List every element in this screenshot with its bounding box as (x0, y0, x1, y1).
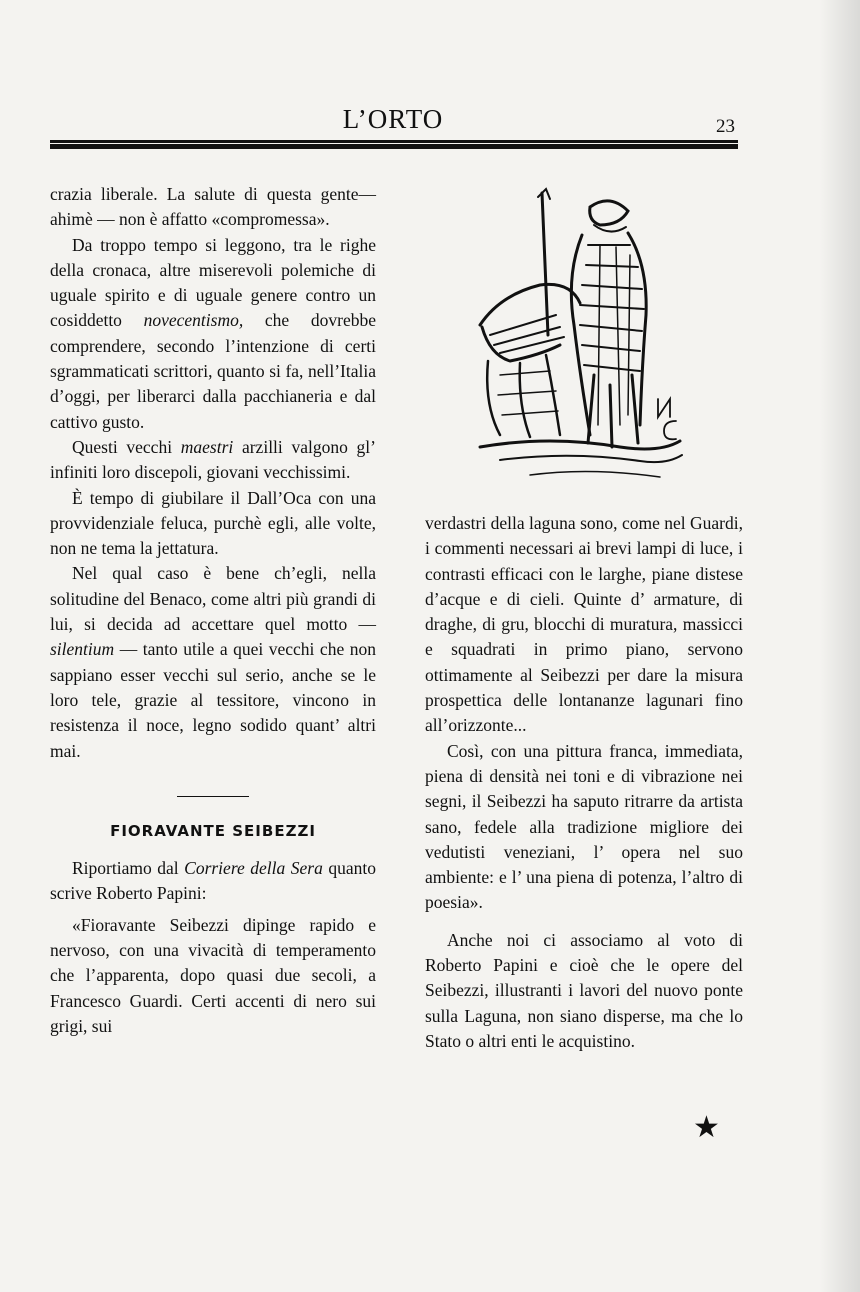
right-column (425, 511, 743, 1054)
paragraph: crazia liberale. La salute di questa gente—ahimè — non è affatto «compromessa». (50, 184, 376, 230)
paragraph: verdastri della laguna sono, come nel Guardi, i commenti necessari ai brevi lampi di luce, i contrasti efficaci con le larghe, piane distese d’acque e di cieli. Quinte d’ armature, di draghe, di gru, blocchi di muratura, massicci e squadrati in primo piano, servono ottimamente al Seibezzi per dare la misura prospettica delle lontananze lagunari fino all’orizzonte... (425, 513, 743, 736)
sketch-illustration (470, 185, 685, 490)
paragraph: Riportiamo dal Corriere della Sera quanto scrive Roberto Papini: (50, 858, 376, 904)
section-heading: FIORAVANTE SEIBEZZI (110, 821, 316, 840)
page-header-title: L’ORTO (342, 104, 444, 134)
paragraph: Da troppo tempo si leggono, tra le righe della cronaca, altre miserevoli polemiche di uguale spirito e di uguale genere contro un cosiddetto novecentismo, che dovrebbe comprendere, secondo l’intenzione di certi sgrammaticati scrittori, quanto si fa, nell’Italia d’oggi, per liberarci dalla pacchianeria e dal cattivo gusto. (50, 234, 376, 432)
page-edge-shadow (820, 0, 860, 1292)
paragraph: Anche noi ci associamo al voto di Roberto Papini e cioè che le opere del Seibezzi, illustranti i lavori del nuovo ponte sulla Laguna, non siano disperse, ma che lo Stato o altri enti le acquistino. (425, 929, 743, 1051)
paragraph: Così, con una pittura franca, immediata, piena di densità nei toni e di vibrazione nei segni, il Seibezzi ha saputo ritrarre da artista sano, fedele alla tradizione migliore dei vedutisti veneziani, l’ opera nel suo ambiente: e l’ una piena di potenza, l’altro di poesia». (425, 740, 743, 913)
paragraph: Nel qual caso è bene ch’egli, nella solitudine del Benaco, come altri più grandi di lui, si decida ad accettare quel motto — silentium — tanto utile a quei vecchi che non sappiano esser vecchi sul serio, anche se le loro tele, grazie al tessitore, vincono in resistenza il noce, legno sodido quant’ altri mai. (50, 563, 376, 761)
section-divider (177, 796, 249, 797)
paragraph: «Fioravante Seibezzi dipinge rapido e nervoso, con una vivacità di temperamento che l’apparenta, dopo quasi due secoli, a Francesco Guardi. Certi accenti di nero sui grigi, sui (50, 914, 376, 1036)
paragraph: È tempo di giubilare il Dall’Oca con una provvidenziale feluca, purchè egli, alle volte, non ne tema la jettatura. (50, 487, 376, 559)
header-rule (50, 140, 738, 149)
star-icon: ★ (693, 1111, 720, 1144)
paragraph: Questi vecchi maestri arzilli valgono gl’ infiniti loro discepoli, giovani vecchissimi. (50, 436, 376, 483)
page-number: 23 (716, 116, 735, 137)
left-column (50, 182, 376, 1039)
